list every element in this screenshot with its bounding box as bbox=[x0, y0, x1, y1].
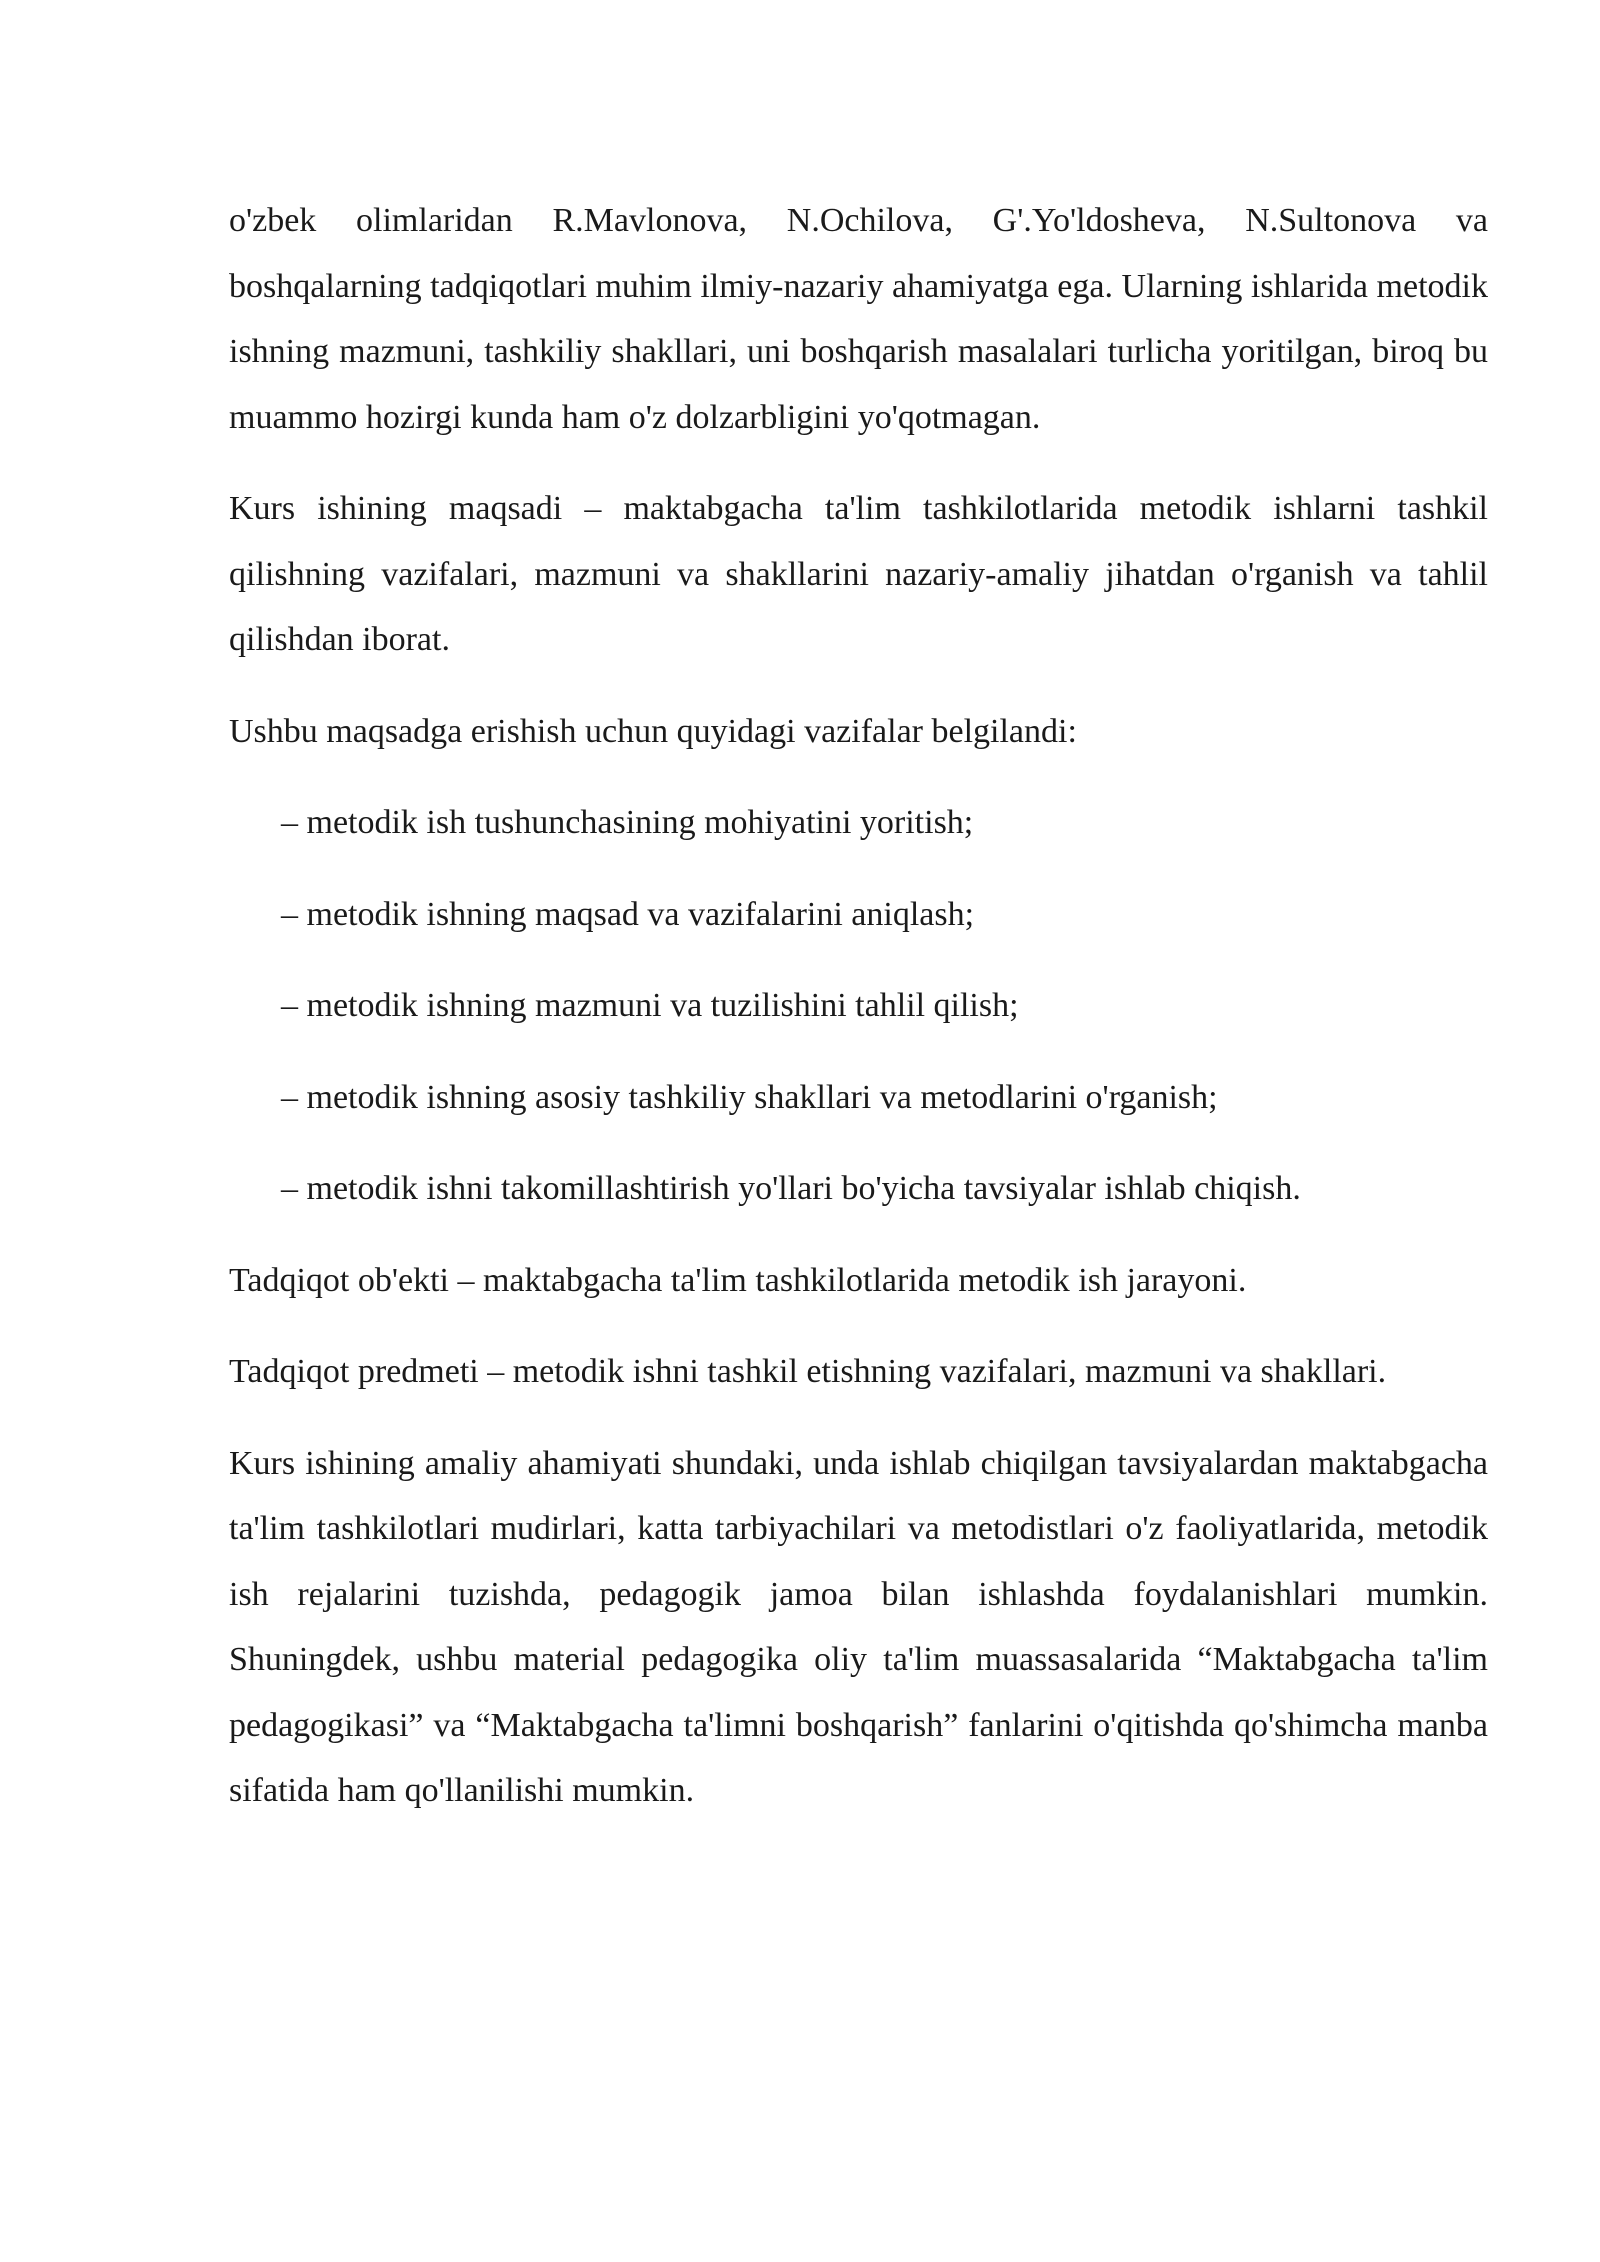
paragraph-researchers: o'zbek olimlaridan R.Mavlonova, N.Ochilova, G'.Yo'ldosheva, N.Sultonova va boshqalarning tadqiqotlari muhim ilmiy-nazariy ahamiyatga ega. Ularning ishlarida metodik ishning mazmuni, tashkiliy shakllari, uni boshqarish masalalari turlicha yoritilgan, biroq bu muammo hozirgi kunda ham o'z dolzarbligini yo'qotmagan. bbox=[229, 202, 1488, 436]
paragraph-course-goal: Kurs ishining maqsadi – maktabgacha ta'lim tashkilotlarida metodik ishlarni tashkil qilishning vazifalari, mazmuni va shakllarini nazariy-amaliy jihatdan o'rganish va tahlil qilishdan iborat. bbox=[229, 490, 1488, 658]
paragraph-research-object: Tadqiqot ob'ekti – maktabgacha ta'lim tashkilotlarida metodik ish jarayoni. bbox=[229, 1261, 1247, 1299]
paragraph-tasks-intro: Ushbu maqsadga erishish uchun quyidagi vazifalar belgilandi: bbox=[229, 712, 1077, 750]
task-item: – metodik ishning mazmuni va tuzilishini tahlil qilish; bbox=[281, 987, 1019, 1024]
task-item: – metodik ishning asosiy tashkiliy shakllari va metodlarini o'rganish; bbox=[281, 1078, 1218, 1116]
task-item: – metodik ish tushunchasining mohiyatini yoritish; bbox=[281, 804, 974, 841]
task-item: – metodik ishni takomillashtirish yo'llari bo'yicha tavsiyalar ishlab chiqish. bbox=[281, 1170, 1301, 1207]
paragraph-research-subject: Tadqiqot predmeti – metodik ishni tashkil etishning vazifalari, mazmuni va shakllari. bbox=[229, 1353, 1387, 1390]
task-item: – metodik ishning maqsad va vazifalarini aniqlash; bbox=[281, 895, 975, 933]
paragraph-practical-significance: Kurs ishining amaliy ahamiyati shundaki, unda ishlab chiqilgan tavsiyalardan maktabgacha ta'lim tashkilotlari mudirlari, katta tarbiyachilari va metodistlari o'z faoliyatlarida, metodik ish rejalarini tuzishda, pedagogik jamoa bilan ishlashda foydalanishlari mumkin. Shuningdek, ushbu material pedagogika oliy ta'lim muassasalarida “Maktabgacha ta'lim pedagogikasi” va “Maktabgacha ta'limni boshqarish” fanlarini o'qitishda qo'shimcha manba sifatida ham qo'llanilishi mumkin. bbox=[229, 1444, 1488, 1809]
document-body bbox=[229, 188, 1488, 1850]
tasks-list bbox=[229, 790, 1488, 1222]
